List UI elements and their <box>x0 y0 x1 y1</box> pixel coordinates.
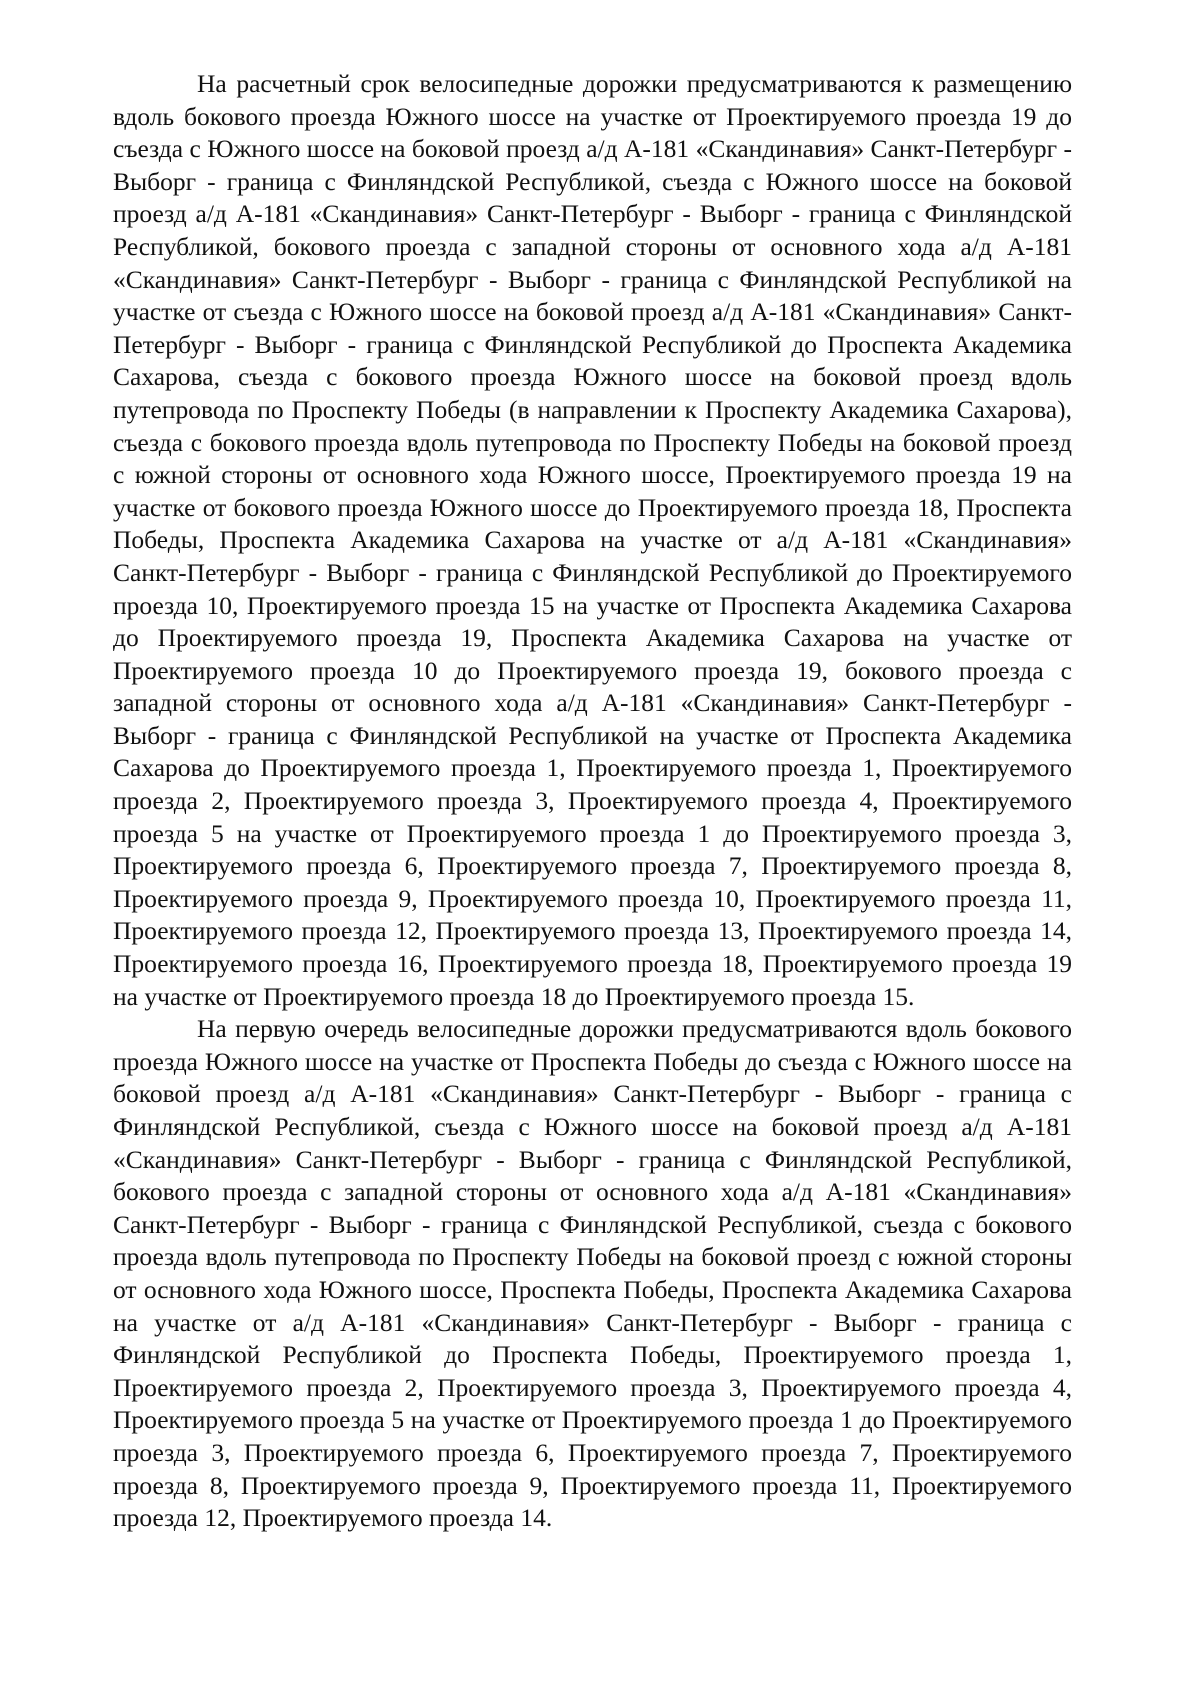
paragraph-first-phase-bike-lanes: На первую очередь велосипедные дорожки предусматриваются вдоль бокового проезда Южного шоссе на участке от Проспекта Победы до съезда с Южного шоссе на боковой проезд а/д А-181 «Скандинавия» Санкт-Петербург - Выборг - граница с Финляндской Республикой, съезда с Южного шоссе на боковой проезд а/д А-181 «Скандинавия» Санкт-Петербург - Выборг - граница с Финляндской Республикой, бокового проезда с западной стороны от основного хода а/д А-181 «Скандинавия» Санкт-Петербург - Выборг - граница с Финляндской Республикой, съезда с бокового проезда вдоль путепровода по Проспекту Победы на боковой проезд с южной стороны от основного хода Южного шоссе, Проспекта Победы, Проспекта Академика Сахарова на участке от а/д А-181 «Скандинавия» Санкт-Петербург - Выборг - граница с Финляндской Республикой до Проспекта Победы, Проектируемого проезда 1, Проектируемого проезда 2, Проектируемого проезда 3, Проектируемого проезда 4, Проектируемого проезда 5 на участке от Проектируемого проезда 1 до Проектируемого проезда 3, Проектируемого проезда 6, Проектируемого проезда 7, Проектируемого проезда 8, Проектируемого проезда 9, Проектируемого проезда 11, Проектируемого проезда 12, Проектируемого проезда 14. <box>113 1014 1072 1533</box>
document-page <box>113 68 1072 1535</box>
paragraph-long-term-bike-lanes: На расчетный срок велосипедные дорожки предусматриваются к размещению вдоль бокового проезда Южного шоссе на участке от Проектируемого проезда 19 до съезда с Южного шоссе на боковой проезд а/д А-181 «Скандинавия» Санкт-Петербург - Выборг - граница с Финляндской Республикой, съезда с Южного шоссе на боковой проезд а/д А-181 «Скандинавия» Санкт-Петербург - Выборг - граница с Финляндской Республикой, бокового проезда с западной стороны от основного хода а/д А-181 «Скандинавия» Санкт-Петербург - Выборг - граница с Финляндской Республикой на участке от съезда с Южного шоссе на боковой проезд а/д А-181 «Скандинавия» Санкт-Петербург - Выборг - граница с Финляндской Республикой до Проспекта Академика Сахарова, съезда с бокового проезда Южного шоссе на боковой проезд вдоль путепровода по Проспекту Победы (в направлении к Проспекту Академика Сахарова), съезда с бокового проезда вдоль путепровода по Проспекту Победы на боковой проезд с южной стороны от основного хода Южного шоссе, Проектируемого проезда 19 на участке от бокового проезда Южного шоссе до Проектируемого проезда 18, Проспекта Победы, Проспекта Академика Сахарова на участке от а/д А-181 «Скандинавия» Санкт-Петербург - Выборг - граница с Финляндской Республикой до Проектируемого проезда 10, Проектируемого проезда 15 на участке от Проспекта Академика Сахарова до Проектируемого проезда 19, Проспекта Академика Сахарова на участке от Проектируемого проезда 10 до Проектируемого проезда 19, бокового проезда с западной стороны от основного хода а/д А-181 «Скандинавия» Санкт-Петербург - Выборг - граница с Финляндской Республикой на участке от Проспекта Академика Сахарова до Проектируемого проезда 1, Проектируемого проезда 1, Проектируемого проезда 2, Проектируемого проезда 3, Проектируемого проезда 4, Проектируемого проезда 5 на участке от Проектируемого проезда 1 до Проектируемого проезда 3, Проектируемого проезда 6, Проектируемого проезда 7, Проектируемого проезда 8, Проектируемого проезда 9, Проектируемого проезда 10, Проектируемого проезда 11, Проектируемого проезда 12, Проектируемого проезда 13, Проектируемого проезда 14, Проектируемого проезда 16, Проектируемого проезда 18, Проектируемого проезда 19 на участке от Проектируемого проезда 18 до Проектируемого проезда 15. <box>113 69 1072 1011</box>
